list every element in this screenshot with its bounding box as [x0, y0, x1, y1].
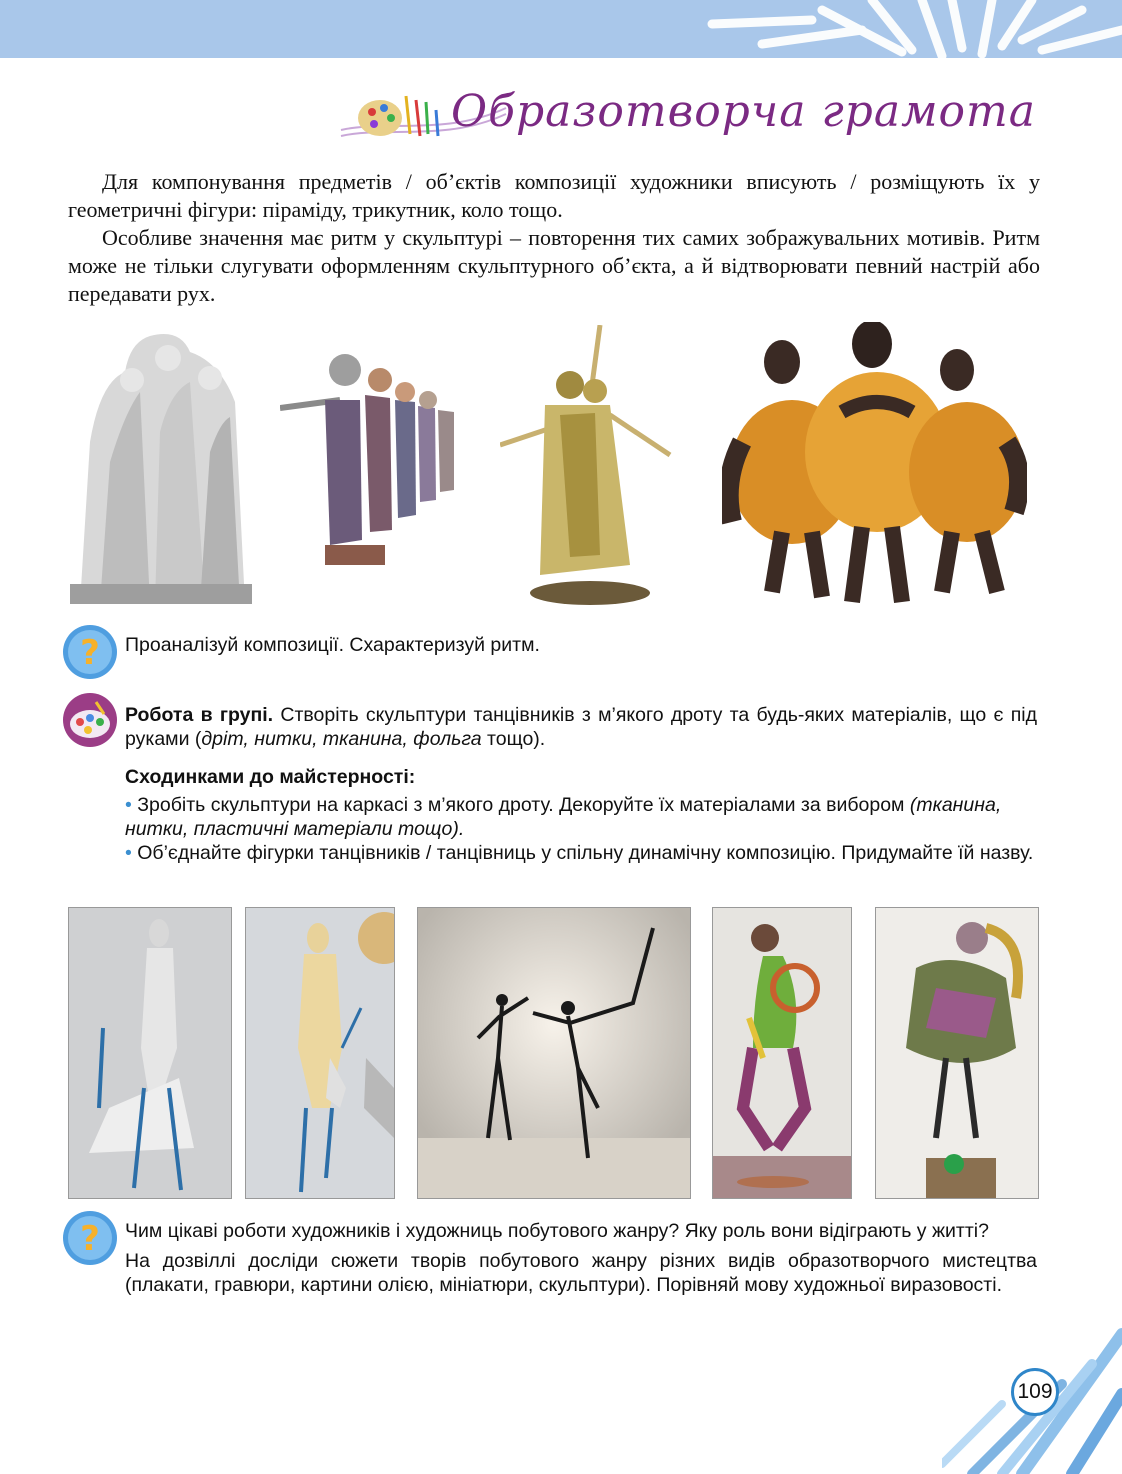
section-title: Образотворча грамота: [451, 86, 1036, 137]
question-2: [125, 1219, 1037, 1297]
wire-figure-photo-paper: [245, 907, 395, 1199]
group-work-materials: дріт, нитки, тканина, фольга: [201, 728, 482, 750]
intro-paragraph-2: Особливе значення має ритм у скульптурі – повторення тих самих зображувальних мотивів. Ритм може не тільки слугувати оформленням скульптурного об’єкта, а й відтворювати певний настрій або передавати рух.: [68, 225, 1040, 306]
group-work-text-after: тощо).: [481, 728, 546, 750]
svg-text:?: ?: [80, 633, 100, 673]
steps-title: Сходинками до майстерності:: [125, 766, 416, 788]
wire-figure-photo-silhouettes: [417, 907, 691, 1199]
question-1: [125, 633, 1035, 657]
question-2-line-2: На дозвіллі досліди сюжети творів побутового жанру різних видів образотворчого мистецтва (плакати, гравюри, картини олією, мініатюри, скульптури). Порівняй мову художньої виразовості.: [125, 1250, 1037, 1296]
section-heading: [336, 84, 1046, 154]
question-2-line-1: Чим цікаві роботи художників і художниць побутового жанру? Яку роль вони відіграють у житті?: [125, 1220, 989, 1242]
wire-figure-photo-fiber-dancer: [875, 907, 1039, 1199]
question-mark-icon-2: [62, 1210, 118, 1266]
group-work-label: Робота в групі.: [125, 704, 274, 726]
svg-text:?: ?: [80, 1219, 100, 1259]
sculpture-photo-golden-dancers: [500, 325, 675, 605]
step-1-italic: (тканина, нитки, пластичні матеріали тощо).: [125, 794, 1002, 840]
pencils-decoration-top: [702, 0, 1122, 60]
page-number: 109: [1011, 1368, 1059, 1416]
sculpture-photo-dancers-row: [280, 340, 465, 570]
step-1: [125, 793, 1037, 841]
intro-text: [68, 168, 1040, 308]
step-1-text: Зробіть скульптури на каркасі з м’якого дроту. Декоруйте їх матеріалами за вибором: [131, 794, 910, 816]
group-work-text-before: Створіть скульптури танцівників з м’якого дроту та будь-яких матеріалів, що є під руками (: [125, 704, 1037, 750]
sculpture-photo-three-graces: [70, 322, 252, 604]
step-2-text: Об’єднайте фігурки танцівників / танцівниць у спільну динамічну композицію. Придумайте їй назву.: [131, 842, 1034, 864]
palette-icon: [62, 692, 118, 748]
step-2: [125, 841, 1037, 865]
sculpture-photo-round-dancers: [722, 322, 1027, 607]
intro-paragraph-1: Для компонування предметів / об’єктів композиції художники вписують / розміщують їх у геометричні фігури: піраміду, трикутник, коло тощо.: [68, 169, 1040, 222]
group-work: [125, 703, 1037, 865]
wire-figure-photo-colorful-dancer: [712, 907, 852, 1199]
question-mark-icon: [62, 624, 118, 680]
wire-figure-photo-foil: [68, 907, 232, 1199]
question-1-text: Проаналізуй композиції. Схарактеризуй ритм.: [125, 634, 540, 656]
step-1-bullet: •: [125, 794, 132, 816]
step-2-bullet: •: [125, 842, 132, 864]
